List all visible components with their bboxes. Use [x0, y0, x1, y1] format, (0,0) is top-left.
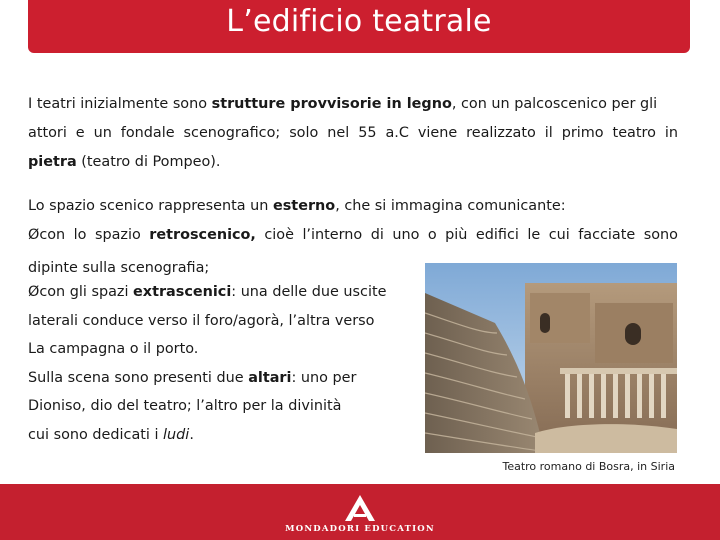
word: le [527, 227, 541, 243]
bold-text: strutture provvisorie in legno [211, 96, 452, 112]
text-span: Sulla scena sono presenti due [28, 370, 249, 386]
bold-text: retroscenico, [149, 227, 256, 243]
mondadori-logo-icon [340, 494, 380, 522]
paragraph-3-line-3 [28, 421, 194, 450]
text-span: Lo spazio scenico rappresenta un [28, 198, 273, 214]
text-span: cui sono dedicati i [28, 427, 164, 443]
word: edifici [475, 227, 519, 243]
title-bar [28, 0, 690, 53]
bold-text: altari [248, 370, 292, 386]
text-span: : una delle due uscite [231, 284, 387, 300]
bullet-2-line-1 [28, 278, 386, 307]
word: facciate [578, 227, 636, 243]
text-span: I teatri inizialmente sono [28, 96, 212, 112]
word: teatro [612, 125, 656, 141]
bold-text: esterno [272, 198, 336, 214]
word: in [664, 125, 678, 141]
paragraph-2 [28, 192, 566, 221]
word: più [445, 227, 468, 243]
word: attori [28, 125, 67, 141]
word: uno [392, 227, 420, 243]
word: 55 [358, 125, 377, 141]
text-span: : uno per [291, 370, 357, 386]
footer-logo-text: MONDADORI EDUCATION [285, 524, 435, 534]
word: realizzato [466, 125, 536, 141]
text-span: , che si immagina comunicante: [335, 198, 566, 214]
text-span: . [189, 427, 194, 443]
word: spazio [94, 227, 141, 243]
paragraph-3-line-2: Dioniso, dio del teatro; l’altro per la divinità [28, 398, 342, 414]
word: l’interno [302, 227, 363, 243]
word: nel [327, 125, 350, 141]
page-title: L’edificio teatrale [226, 4, 492, 39]
paragraph-1-line-1 [28, 90, 657, 119]
bullet-2-line-2: laterali conduce verso il foro/agorà, l’altra verso [28, 313, 375, 329]
text-span: Øcon gli spazi [28, 284, 134, 300]
word: fondale [120, 125, 175, 141]
word: Øcon [28, 227, 66, 243]
paragraph-1-line-2 [28, 125, 678, 141]
bullet-2-line-3: La campagna o il porto. [28, 341, 199, 357]
theatre-illustration [425, 263, 677, 453]
word: primo [561, 125, 604, 141]
theatre-photo [425, 263, 677, 453]
word: di [370, 227, 384, 243]
word: e [75, 125, 85, 141]
word: lo [73, 227, 87, 243]
word: cui [548, 227, 570, 243]
bold-text: pietra [28, 154, 77, 170]
paragraph-3-line-1 [28, 364, 356, 393]
word: cioè [264, 227, 294, 243]
text-span: (teatro di Pompeo). [76, 154, 221, 170]
text-span: , con un palcoscenico per gli [451, 96, 658, 112]
word: a.C [385, 125, 409, 141]
bullet-1-line-2: dipinte sulla scenografia; [28, 260, 210, 276]
word: scenografico; [183, 125, 281, 141]
word: sono [643, 227, 678, 243]
word: il [544, 125, 553, 141]
bold-text: extrascenici [133, 284, 232, 300]
word: solo [289, 125, 319, 141]
italic-text: ludi [163, 427, 190, 443]
photo-caption: Teatro romano di Bosra, in Siria [502, 460, 675, 473]
word: un [93, 125, 112, 141]
word: o [427, 227, 437, 243]
paragraph-1-line-3 [28, 148, 221, 177]
bullet-1-line-1 [28, 227, 678, 243]
word: viene [417, 125, 458, 141]
